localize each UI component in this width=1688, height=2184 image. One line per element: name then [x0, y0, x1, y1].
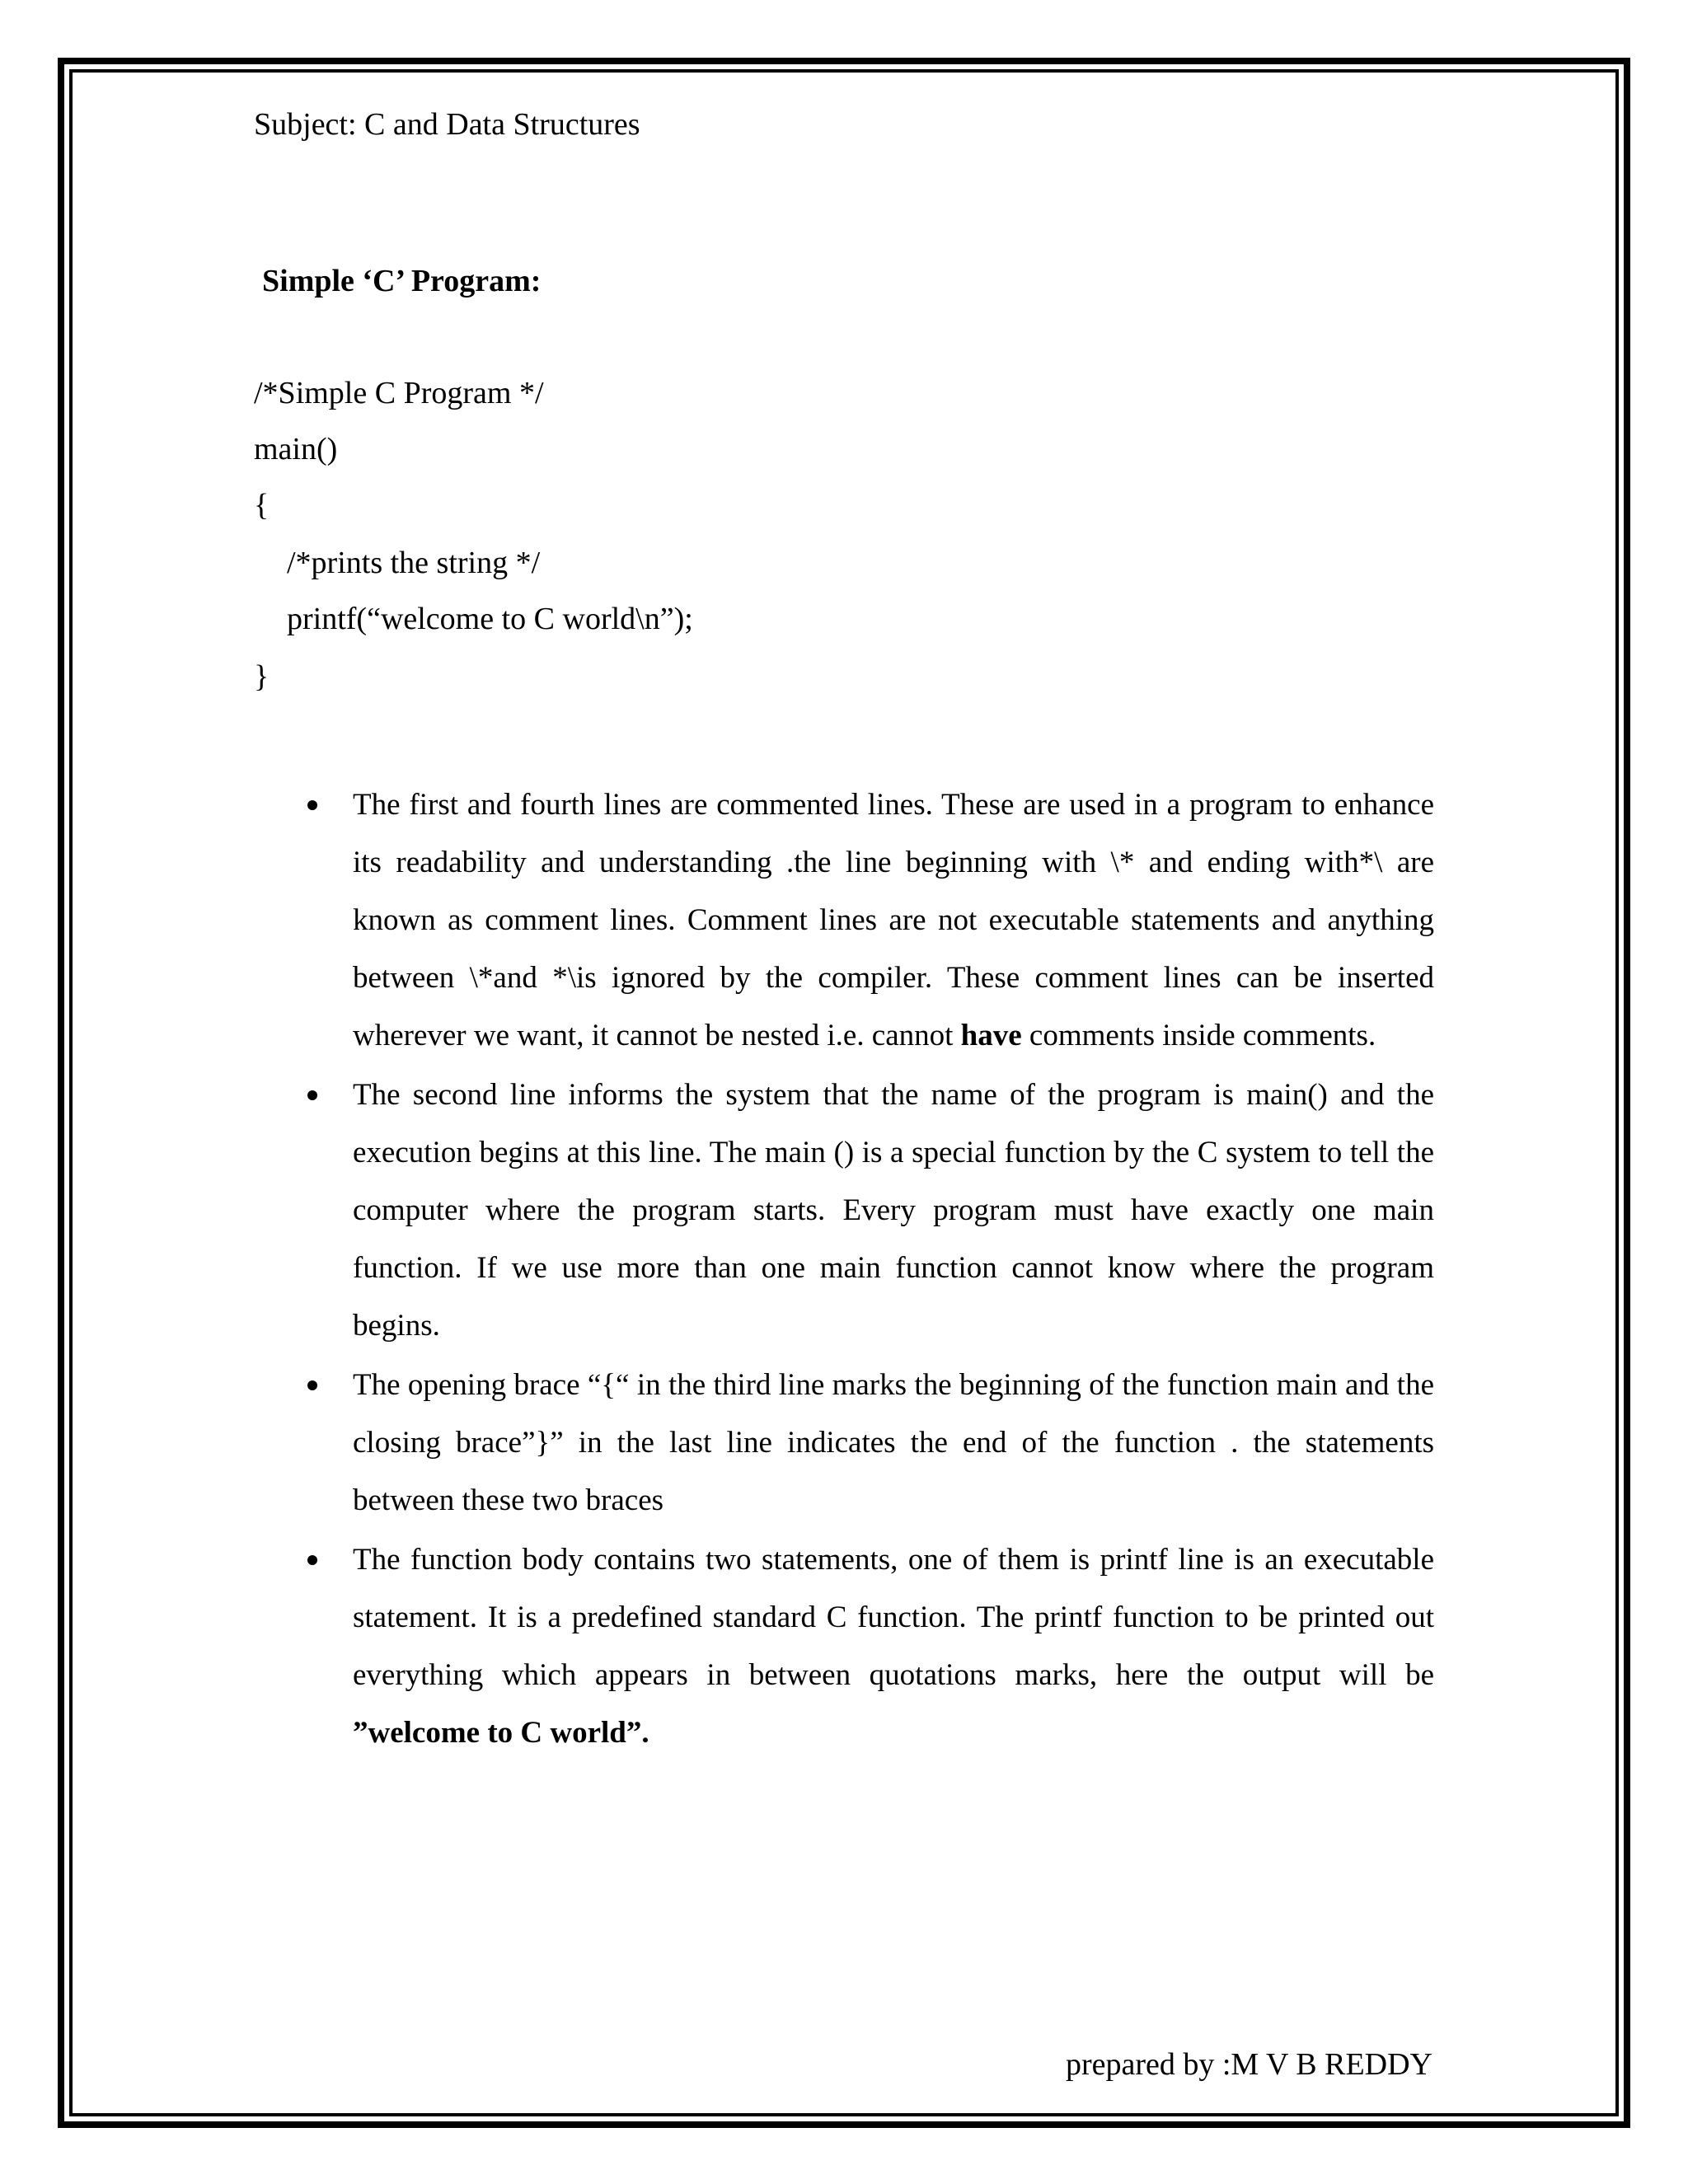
explanation-list	[353, 776, 1434, 1764]
list-item	[353, 776, 1434, 1065]
bullet-text: The function body contains two statements, one of them is printf line is an executable statement. It is a predefined standard C function. The printf function to be printed out everything which appears in between quotations marks, here the output will be	[353, 1543, 1434, 1692]
code-line-5: printf(“welcome to C world\n”);	[287, 602, 693, 636]
code-line-3: {	[254, 488, 270, 523]
author-footer: prepared by :M V B REDDY	[1065, 2047, 1432, 2082]
bullet-text: The first and fourth lines are commented lines. These are used in a program to enhance its readability and understanding .the line beginning with \* and ending with*\ are known as comment lines. Comment lines are not executable statements and anything between \*and *\is ignored by the compiler. These comment lines can be inserted wherever we want, it cannot be nested i.e. cannot	[353, 788, 1434, 1052]
list-item	[353, 1531, 1434, 1762]
code-line-1: /*Simple C Program */	[254, 376, 544, 410]
code-line-2: main()	[254, 432, 338, 466]
bold-text: ”welcome to C world”.	[353, 1716, 649, 1750]
code-line-4: /*prints the string */	[287, 546, 541, 580]
section-heading: Simple ‘C’ Program:	[262, 264, 542, 298]
list-item	[353, 1066, 1434, 1355]
list-item	[353, 1357, 1434, 1530]
bullet-text: The opening brace “{“ in the third line marks the beginning of the function main and the closing brace”}” in the last line indicates the end of the function . the statements between these two braces	[353, 1368, 1434, 1517]
bullet-text: The second line informs the system that the name of the program is main() and the execution begins at this line. The main () is a special function by the C system to tell the computer where the program starts. Every program must have exactly one main function. If we use more than one main function cannot know where the program begins.	[353, 1078, 1434, 1343]
bullet-text: comments inside comments.	[1021, 1019, 1376, 1052]
code-line-6: }	[254, 659, 270, 694]
bold-text: have	[960, 1019, 1022, 1052]
subject-line: Subject: C and Data Structures	[254, 107, 640, 142]
